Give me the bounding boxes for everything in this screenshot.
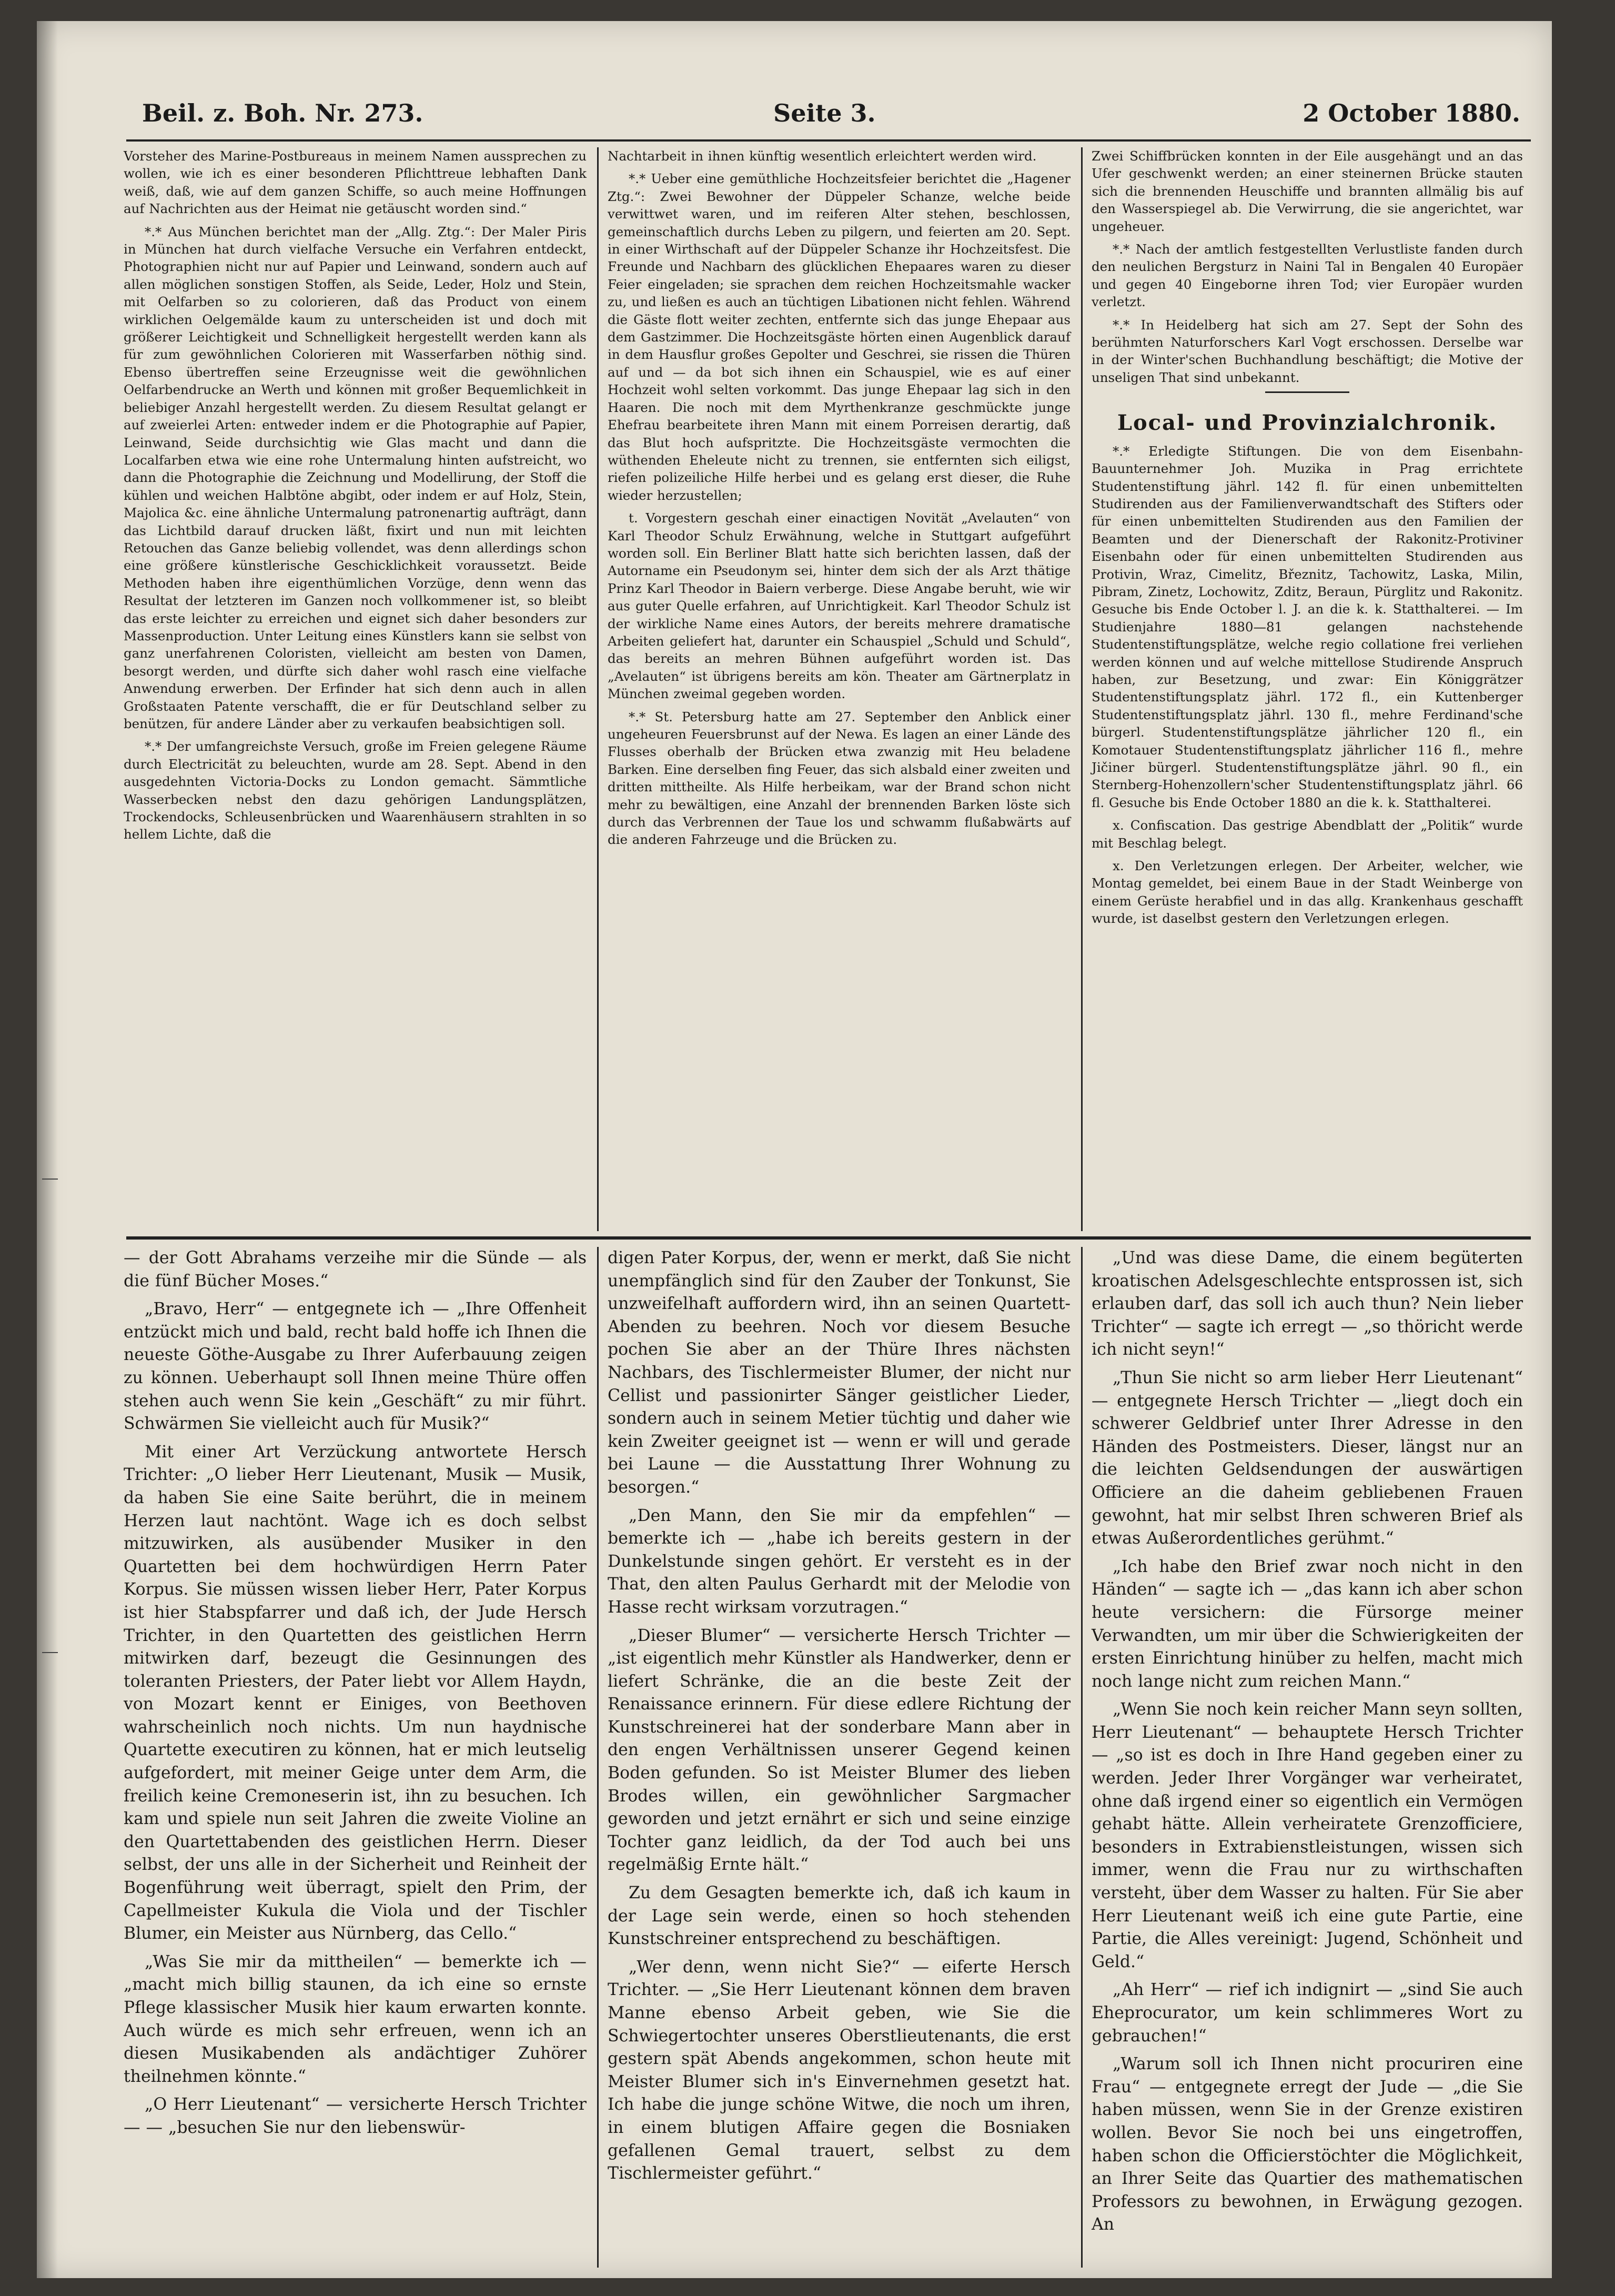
story-paragraph: „Thun Sie nicht so arm lieber Herr Lieutenant“ — entgegnete Hersch Trichter — „liegt doch ein schwerer Geldbrief unter Ihrer Adresse in den Händen des Postmeisters. Dieser, längst nur an die leichten Geldsendungen der auswärtigen Officiere an die daheim gebliebenen Frauen gewohnt, hat mir selbst Ihren schweren Brief als etwas Außerordentliches gerühmt.“ [1092,1368,1523,1548]
story-paragraph: „Den Mann, den Sie mir da empfehlen“ — bemerkte ich — „habe ich bereits gestern in der Dunkelstunde singen gehört. Er versteht es in der That, den alten Paulus Gerhardt mit der Melodie von Hasse recht wirksam vorzutragen.“ [608,1506,1071,1617]
article-paragraph: t. Vorgestern geschah einer einactigen Novität „Avelauten“ von Karl Theodor Schulz Erwähnung, welche in Stuttgart aufgeführt worden soll. Ein Berliner Blatt hatte sich berichten lassen, daß der Autorname ein Pseudonym sei, hinter dem sich der als Arzt thätige Prinz Karl Theodor in Baiern verberge. Diese Angabe beruht, wie wir aus guter Quelle erfahren, auf Unrichtigkeit. Karl Theodor Schulz ist der wirkliche Name eines Autors, der bereits mehrere dramatische Arbeiten geliefert hat, darunter ein Schauspiel „Schuld und Schuld“, das bereits an mehren Bühnen aufgeführt worden ist. Das „Avelauten“ ist übrigens bereits am kön. Theater am Gärtnerplatz in München zweimal gegeben worden. [608,510,1071,702]
issue-date: 2 October 1880. [1303,99,1520,127]
binding-marker [42,1179,58,1180]
feuilleton-column-1 [124,1247,587,2145]
page-header [37,89,1552,132]
article-paragraph: *.* Aus München berichtet man der „Allg. Ztg.“: Der Maler Piris in München hat durch vielfache Versuche ein Verfahren entdeckt, Photographien nicht nur auf Papier und Leinwand, sondern auch auf allen möglichen sonstigen Stoffen, als Seide, Leder, Holz und Stein, mit Oelfarben so zu colorieren, daß das Product von einem wirklichen Oelgemälde kaum zu unterscheiden ist und doch mit größerer Leichtigkeit und Schnelligkeit hergestellt werden kann als für zum gewöhnlichen Colorieren mit Wasserfarben nöthig sind. Ebenso übertreffen seine Erzeugnisse weit die gewöhnlichen Oelfarbendrucke an Werth und können mit großer Bequemlichkeit in beliebiger Anzahl hergestellt werden. Zu diesem Resultat gelangt er auf zweierlei Arten: entweder indem er die Photographie auf Papier, Leinwand, Seide durchsichtig wie Glas macht und dann die Localfarben etwa wie eine rohe Untermalung hinten aufstreicht, wo dann die Photographie die Zeichnung und Modellirung, der Stoff die kühlen und weichen Halbtöne abgibt, oder indem er auf Holz, Stein, Majolica &c. eine ähnliche Untermalung patronenartig aufträgt, dann das Lichtbild darauf drucken läßt, fixirt und nun mit leichten Retouchen das Ganze beliebig vollendet, was denn allerdings schon eine größere künstlerische Geschicklichkeit voraussetzt. Beide Methoden haben ihre eigenthümlichen Vorzüge, denn wenn das Resultat der letzteren im Ganzen noch vollkommener ist, so bleibt das erste leichter zu erreichen und eignet sich daher besonders zur Massenproduction. Unter Leitung eines Künstlers kann sie selbst von ganz unerfahrenen Coloristen, vielleicht am besten von Damen, besorgt werden, und dürfte sich daher wohl rasch eine vielfache Anwendung erwerben. Der Erfinder hat sich denn auch in allen Großstaaten Patente verschafft, die er für Deutschland selber zu benützen, für andere Länder aber zu verkaufen beabsichtigen soll. [124,224,587,731]
story-paragraph: Mit einer Art Verzückung antwortete Hersch Trichter: „O lieber Herr Lieutenant, Musik — Musik, da haben Sie eine Saite berührt, die in meinem Herzen laut nachtönt. Wage ich es doch selbst mitzuwirken, als ausübender Musiker in den Quartetten bei dem hochwürdigen Herrn Pater Korpus. Sie müssen wissen lieber Herr, Pater Korpus ist hier Stabspfarrer und daß ich, der Jude Hersch Trichter, in den Quartetten des geistlichen Herrn mitwirken darf, bezeugt die Gesinnungen des toleranten Priesters, der Pater liebt vor Allem Haydn, von Mozart kennt er Einiges, von Beethoven wahrscheinlich noch nichts. Um nun haydnische Quartette executiren zu können, hat er mich leutselig aufgefordert, mit meiner Geige unter dem Arm, die freilich keine Cremoneserin ist, ihn zu besuchen. Ich kam und spiele nun seit Jahren die zweite Violine an den Quartettabenden des geistlichen Herrn. Dieser selbst, der uns alle in der Sicherheit und Reinheit der Bogenführung weit überragt, spielt den Prim, der Capellmeister Kukula die Viola und der Tischler Blumer, ein Meister aus Nürnberg, das Cello.“ [124,1442,587,1943]
article-paragraph: Zwei Schiffbrücken konnten in der Eile ausgehängt und an das Ufer geschwenkt werden; an einer steinernen Brücke stauten sich die brennenden Heuschiffe und brannten allmälig bis auf den Wasserspiegel ab. Die Verwirrung, die sie angerichtet, war ungeheuer. [1092,148,1523,234]
story-paragraph: „O Herr Lieutenant“ — versicherte Hersch Trichter — — „besuchen Sie nur den liebenswür- [124,2095,587,2137]
article-paragraph: *.* St. Petersburg hatte am 27. September den Anblick einer ungeheuren Feuersbrunst auf der Newa. Es lagen an einer Lände des Flusses oberhalb der Brücken etwa zwanzig mit Heu beladene Barken. Eine derselben fing Feuer, das sich alsbald einer zweiten und dritten mittheilte. Als Hilfe herbeikam, war der Brand schon nicht mehr zu bewältigen, eine Anzahl der brennenden Barken löste sich durch das Verbrennen der Taue los und schwamm flußabwärts auf die anderen Fahrzeuge und die Brücken zu. [608,709,1071,848]
upper-column-2 [608,147,1071,854]
story-paragraph: Zu dem Gesagten bemerkte ich, daß ich kaum in der Lage sein werde, einen so hoch stehenden Kunstschreiner entsprechend zu beschäftigen. [608,1884,1071,1949]
story-paragraph: „Bravo, Herr“ — entgegnete ich — „Ihre Offenheit entzückt mich und bald, recht bald hoffe ich Ihnen die neueste Göthe-Ausgabe zu Ihrer Auferbauung zeigen zu können. Ueberhaupt soll Ihnen meine Thüre offen stehen auch wenn Sie kein „Geschäft“ zu mir führt. Schwärmen Sie vielleicht auch für Musik?“ [124,1300,587,1434]
story-paragraph: „Ah Herr“ — rief ich indignirt — „sind Sie auch Eheprocurator, um kein schlimmeres Wort zu gebrauchen!“ [1092,1980,1523,2046]
story-paragraph: digen Pater Korpus, der, wenn er merkt, daß Sie nicht unempfänglich sind für den Zauber der Tonkunst, Sie unzweifelhaft auffordern wird, ihn an seinen Quartett-Abenden zu beehren. Noch vor diesem Besuche pochen Sie aber an der Thüre Ihres nächsten Nachbars, des Tischlermeister Blumer, der nicht nur Cellist und passionirter Sänger geistlicher Lieder, sondern auch in seinem Metier tüchtig und daher wie kein Zweiter geeignet ist — wenn er will und gerade bei Laune — die Ausstattung Ihrer Wohnung zu besorgen.“ [608,1248,1071,1497]
story-paragraph: „Wenn Sie noch kein reicher Mann seyn sollten, Herr Lieutenant“ — behauptete Hersch Trichter — „so ist es doch in Ihre Hand gegeben einer zu werden. Jeder Ihrer Vorgänger war verheiratet, ohne daß irgend einer so eigentlich ein Vermögen gehabt hätte. Allein verheiratete Grenzofficiere, besonders in Extrabienstleistungen, wissen sich immer, wenn die Frau nur zu wirthschaften versteht, über dem Wasser zu halten. Für Sie aber Herr Lieutenant weiß ich eine gute Partie, eine Partie, die Alles vereinigt: Jugend, Schönheit und Geld.“ [1092,1700,1523,1971]
scan-edge-shadow [37,21,58,2278]
article-paragraph: Nachtarbeit in ihnen künftig wesentlich erleichtert werden wird. [608,148,1037,164]
section-rule [1265,391,1349,393]
issue-label: Beil. z. Boh. Nr. 273. [142,99,423,127]
story-paragraph: „Ich habe den Brief zwar noch nicht in den Händen“ — sagte ich — „das kann ich aber schon heute versichern: die Fürsorge meiner Verwandten, um mir über die Schwierigkeiten der ersten Einrichtung hinüber zu helfen, macht mich noch lange nicht zum reichen Mann.“ [1092,1557,1523,1691]
upper-column-3 [1092,147,1523,933]
column-divider [1081,1247,1083,2268]
story-paragraph: „Warum soll ich Ihnen nicht procuriren eine Frau“ — entgegnete erregt der Jude — „die Sie haben müssen, wenn Sie in der Grenze existiren wollen. Bevor Sie noch bei uns eingetroffen, haben schon die Officierstöchter die Möglichkeit, an Ihrer Seite das Quartier des mathematischen Professors zu bewohnen, in Erwägung gezogen. An [1092,2055,1523,2234]
article-paragraph: x. Den Verletzungen erlegen. Der Arbeiter, welcher, wie Montag gemeldet, bei einem Baue in der Stadt Weinberge von einem Gerüste herabfiel und in das allg. Krankenhaus geschafft wurde, ist daselbst gestern den Verletzungen erlegen. [1092,858,1523,927]
newspaper-page [37,21,1552,2278]
article-paragraph: x. Confiscation. Das gestrige Abendblatt der „Politik“ wurde mit Beschlag belegt. [1092,818,1523,851]
article-paragraph: *.* In Heidelberg hat sich am 27. Sept der Sohn des berühmten Naturforschers Karl Vogt erschossen. Derselbe war in der Winter'schen Buchhandlung beschäftigt; die Motive der unseligen That sind unbekannt. [1092,317,1523,385]
story-paragraph: „Dieser Blumer“ — versicherte Hersch Trichter — „ist eigentlich mehr Künstler als Handwerker, denn er liefert Schränke, die an die beste Zeit der Renaissance erinnern. Für diese edlere Richtung der Kunstschreinerei hat der sonderbare Mann aber in den engen Verhältnissen unserer Gegend keinen Boden gefunden. So ist Meister Blumer des lieben Brodes willen, ein gewöhnlicher Sargmacher geworden und jetzt ernährt er sich und seine einzige Tochter ganz leidlich, da der Tod auch bei uns regelmäßig Ernte hält.“ [608,1626,1071,1875]
column-divider [1081,147,1083,1231]
column-divider [597,1247,599,2268]
story-paragraph: „Wer denn, wenn nicht Sie?“ — eiferte Hersch Trichter. — „Sie Herr Lieutenant können dem braven Manne ebenso Arbeit geben, wie Sie die Schwiegertochter unseres Oberstlieutenants, die erst gestern spät Abends angekommen, schon heute mit Meister Blumer sich in's Einvernehmen gesetzt hat. Ich habe die junge schöne Witwe, die noch um ihren, in einem blutigen Affaire gegen die Bosniaken gefallenen Gemal trauert, selbst zu dem Tischlermeister geführt.“ [608,1957,1071,2183]
story-paragraph: „Was Sie mir da mittheilen“ — bemerkte ich — „macht mich billig staunen, da ich eine so ernste Pflege klassischer Musik hier kaum erwarten konnte. Auch würde es mich sehr erfreuen, wenn ich an diesen Musikabenden als andächtiger Zuhörer theilnehmen könnte.“ [124,1952,587,2086]
binding-marker [42,1652,58,1653]
story-paragraph: — der Gott Abrahams verzeihe mir die Sünde — als die fünf Bücher Moses.“ [124,1248,587,1291]
feuilleton-column-2 [608,1247,1071,2191]
article-paragraph: Vorsteher des Marine-Postbureaus in meinem Namen aussprechen zu wollen, wie ich es einer besonderen Pflichttreue lebhaften Dank weiß, daß, wie auf dem ganzen Schiffe, so auch meine Hoffnungen auf Nachrichten aus der Heimat nie getäuscht worden sind.“ [124,148,587,217]
section-heading: Local- und Provinzialchronik. [1117,410,1498,436]
article-paragraph: *.* Erledigte Stiftungen. Die von dem Eisenbahn-Bauunternehmer Joh. Muzika in Prag errichtete Studentenstiftung jährl. 142 fl. für einen unbemittelten Studirenden aus der Familienverwandtschaft des Stifters oder für einen unbemittelten Studirenden aus den Familien der Beamten und der Dienerschaft der Rakonitz-Protiviner Eisenbahn oder für einen unbemittelten Studirenden aus Protivin, Wraz, Cimelitz, Březnitz, Tachowitz, Laska, Milin, Pibram, Zinetz, Lochowitz, Zditz, Beraun, Pürglitz und Rakonitz. Gesuche bis Ende October l. J. an die k. k. Statthalterei. — Im Studienjahre 1880—81 gelangen nachstehende Studentenstiftungsplätze, welche regio collatione frei verliehen werden können und auf welche mittellose Studirende Anspruch haben, zur Besetzung, und zwar: Ein Königgrätzer Studentenstiftungsplatz jährl. 172 fl., ein Kuttenberger Studentenstiftungsplatz jährl. 130 fl., mehre Ferdinand'sche bürgerl. Studentenstiftungsplätze jährlicher 120 fl., ein Komotauer Studentenstiftungsplatz jährlicher 116 fl., mehre Jičiner bürgerl. Studentenstiftungsplätze jährl. 90 fl., ein Sternberg-Hohenzollern'scher Studentenstiftungsplatz jährl. 66 fl. Gesuche bis Ende October 1880 an die k. k. Statthalterei. [1092,443,1523,810]
story-paragraph: „Und was diese Dame, die einem begüterten kroatischen Adelsgeschlechte entsprossen ist, sich erlauben darf, das soll ich auch thun? Nein lieber Trichter“ — sagte ich erregt — „so thöricht werde ich nicht seyn!“ [1092,1248,1523,1360]
article-paragraph: *.* Ueber eine gemüthliche Hochzeitsfeier berichtet die „Hagener Ztg.“: Zwei Bewohner der Düppeler Schanze, welche beide verwittwet waren, und im reiferen Alter stehen, beschlossen, gemeinschaftlich durchs Leben zu pilgern, und feierten am 20. Sept. in einer Wirthschaft auf der Düppeler Schanze ihr Hochzeitsfest. Die Freunde und Nachbarn des glücklichen Ehepaares waren zu dieser Feier eingeladen; sie sprachen dem reichen Hochzeitsmahle wacker zu, und ließen es auch an tüchtigen Libationen nicht fehlen. Während die Gäste flott weiter zechten, entfernte sich das junge Ehepaar aus dem Gastzimmer. Die Hochzeitsgäste hörten einen Augenblick darauf in dem Hausflur großes Gepolter und Geschrei, sie rissen die Thüren auf und — da bot sich ihnen ein Schauspiel, wie es auf einer Hochzeit wohl selten vorkommt. Das junge Ehepaar lag sich in den Haaren. Die noch mit dem Myrthenkranze geschmückte junge Ehefrau bearbeitete ihren Mann mit einem Porreisen derartig, daß das Blut hoch aufspritzte. Die Hochzeitsgäste vermochten die wüthenden Eheleute nicht zu trennen, sie entfernten sich eiligst, riefen polizeiliche Hilfe herbei und es gelang erst dieser, die Ruhe wieder herzustellen; [608,171,1071,503]
feuilleton-rule [126,1236,1531,1240]
upper-column-1 [124,147,587,849]
column-divider [597,147,599,1231]
header-rule [126,139,1531,142]
article-paragraph: *.* Nach der amtlich festgestellten Verlustliste fanden durch den neulichen Bergsturz in Naini Tal in Bengalen 40 Europäer und gegen 40 Eingeborne ihren Tod; vier Europäer wurden verletzt. [1092,241,1523,310]
article-paragraph: *.* Der umfangreichste Versuch, große im Freien gelegene Räume durch Electricität zu beleuchten, wurde am 28. Sept. Abend in den ausgedehnten Victoria-Docks zu London gemacht. Sämmtliche Wasserbecken nebst den dazu gehörigen Landungsplätzen, Trockendocks, Schleusenbrücken und Waarenhäusern strahlten in so hellem Lichte, daß die [124,739,587,842]
page-number: Seite 3. [773,99,876,127]
feuilleton-column-3 [1092,1247,1523,2242]
